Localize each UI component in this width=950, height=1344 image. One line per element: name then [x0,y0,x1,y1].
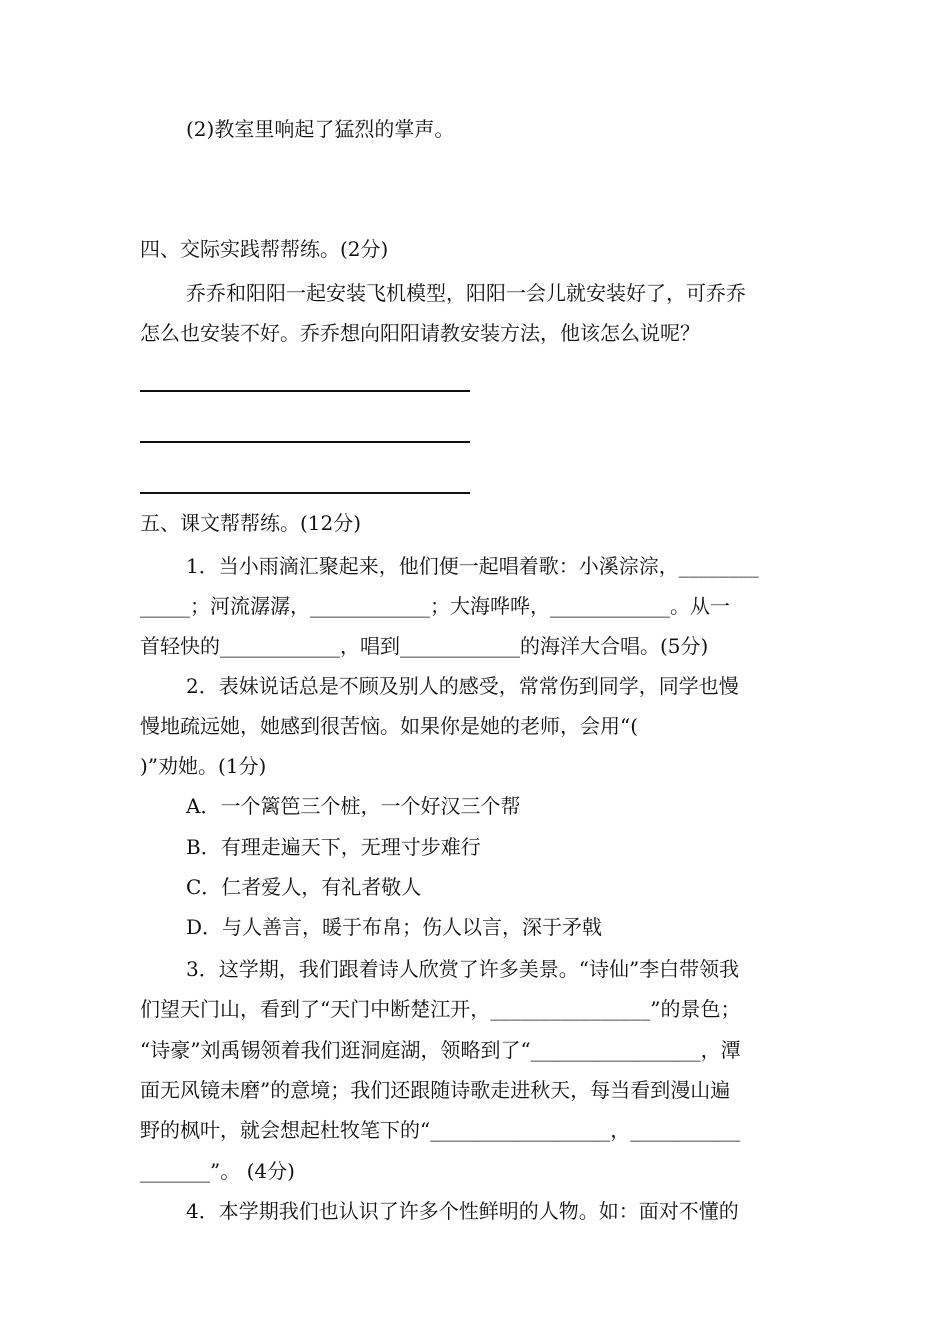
option-a: A．一个篱笆三个桩，一个好汉三个帮 [186,794,521,818]
q1-line-2: _____；河流潺潺，____________；大海哗哗，____________。从一 [140,594,730,618]
q3-line-2: 们望天门山，看到了“天门中断楚江开，________________”的景色； [140,997,741,1021]
section-4-prompt-line-1: 乔乔和阳阳一起安装飞机模型，阳阳一会儿就安装好了，可乔乔 [186,281,746,305]
q4-line-1: 4．本学期我们也认识了许多个性鲜明的人物。如：面对不懂的 [186,1199,739,1223]
q2-line-2: 慢地疏远她，她感到很苦恼。如果你是她的老师，会用“( [140,714,639,738]
section-4-prompt-line-2: 怎么也安装不好。乔乔想向阳阳请教安装方法，他该怎么说呢？ [140,321,700,345]
answer-line-3[interactable] [140,492,470,494]
q1-line-3: 首轻快的____________，唱到____________的海洋大合唱。(5分) [140,634,709,658]
section-4-title: 四、交际实践帮帮练。(2分) [140,237,389,261]
answer-line-1[interactable] [140,390,470,392]
option-b: B．有理走遍天下，无理寸步难行 [186,835,481,859]
q2-line-3: )”劝她。(1分) [140,754,267,778]
q3-line-6: _______”。 (4分) [140,1159,295,1183]
section-5-title: 五、课文帮帮练。(12分) [140,511,362,535]
q3-line-5: 野的枫叶，就会想起杜牧笔下的“__________________，___________ [140,1118,741,1142]
option-d: D．与人善言，暖于布帛；伤人以言，深于矛戟 [186,915,603,939]
question-item-2: (2)教室里响起了猛烈的掌声。 [186,117,455,141]
q2-line-1: 2．表妹说话总是不顾及别人的感受，常常伤到同学，同学也慢 [186,674,739,698]
q3-line-1: 3．这学期，我们跟着诗人欣赏了许多美景。“诗仙”李白带领我 [186,957,740,981]
q3-line-3: “诗豪”刘禹锡领着我们逛洞庭湖，领略到了“_________________，潭 [140,1038,741,1062]
q1-line-1: 1．当小雨滴汇聚起来，他们便一起唱着歌：小溪淙淙，________ [186,554,759,578]
option-c: C．仁者爱人，有礼者敬人 [186,875,422,899]
q3-line-4: 面无风镜未磨”的意境；我们还跟随诗歌走进秋天，每当看到漫山遍 [140,1078,731,1102]
answer-line-2[interactable] [140,441,470,443]
